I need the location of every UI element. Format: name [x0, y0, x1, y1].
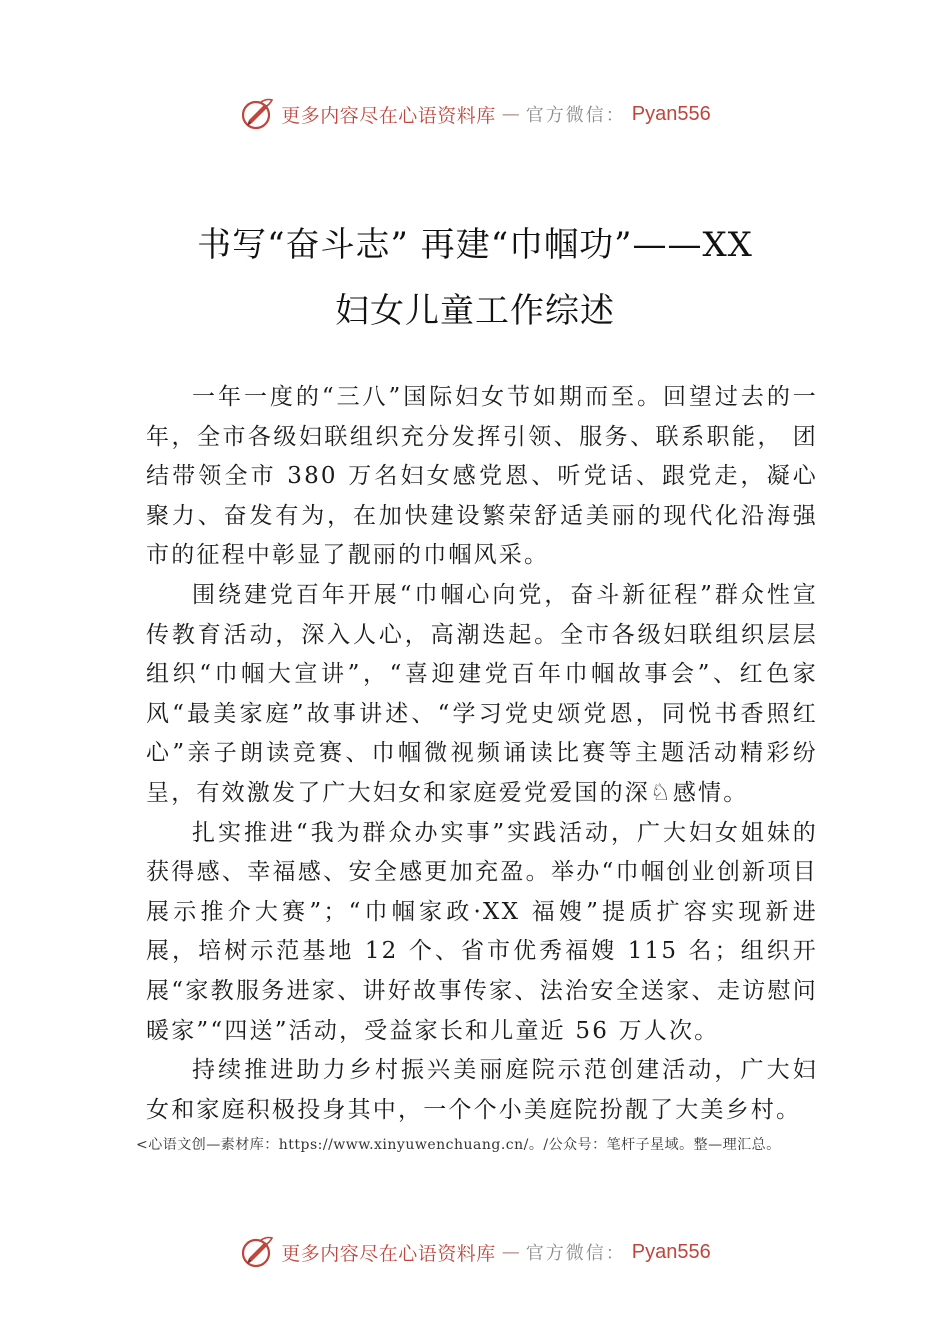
quill-pen-seal-icon — [239, 1234, 275, 1270]
banner-dash: — — [501, 103, 520, 125]
quill-pen-seal-icon — [239, 96, 275, 132]
banner-wechat-label: 官方微信： — [525, 105, 626, 126]
paragraph-2: 围绕建党百年开展“巾帼心向党，奋斗新征程”群众性宣传教育活动，深入人心，高潮迭起。全市各级妇联组织层层组织“巾帼大宣讲”，“喜迎建党百年巾帼故事会”、红色家风“最美家庭”故事讲述、“学习党史颂党恩，同悦书香照红心”亲子朗读竞赛、巾帼微视频诵读比赛等主题活动精彩纷呈，有效激发了广大妇女和家庭爱党爱国的深♘感情。 — [146, 581, 818, 806]
header-banner — [0, 94, 950, 134]
banner-wechat-id: Pyan556 — [631, 1240, 711, 1263]
banner-library-text: 更多内容尽在心语资料库 — [281, 104, 496, 127]
source-footnote: <心语文创—素材库：https://www.xinyuwenchuang.cn/。/公众号：笔杆子星域。整—理汇总。 — [136, 1137, 781, 1153]
paragraph-4: 持续推进助力乡村振兴美丽庭院示范创建活动，广大妇女和家庭积极投身其中，一个个小美庭院扮靓了大美乡村。 — [146, 1057, 818, 1123]
paragraph-3: 扎实推进“我为群众办实事”实践活动，广大妇女姐妹的获得感、幸福感、安全感更加充盈。举办“巾帼创业创新项目展示推介大赛”；“巾帼家政·XX 福嫂”提质扩容实现新进展，培树示范基地 12 个、省市优秀福嫂 115 名；组织开展“家教服务进家、讲好故事传家、法治安全送家、走访慰问暖家”“四送”活动，受益家长和儿童近 56 万人次。 — [146, 819, 818, 1044]
footer-banner — [0, 1232, 950, 1272]
banner-dash: — — [501, 1241, 520, 1263]
title-line-1: 书写“奋斗志” 再建“巾帼功”——XX — [197, 225, 753, 265]
banner-library-text: 更多内容尽在心语资料库 — [281, 1242, 496, 1265]
document-title — [110, 212, 840, 344]
paragraph-1: 一年一度的“三八”国际妇女节如期而至。回望过去的一年，全市各级妇联组织充分发挥引领、服务、联系职能， 团结带领全市 380 万名妇女感党恩、听党话、跟党走，凝心聚力、奋发有为，在加快建设繁荣舒适美丽的现代化沿海强市的征程中彰显了靓丽的巾帼风采。 — [146, 384, 818, 569]
banner-wechat-id: Pyan556 — [631, 102, 711, 125]
title-line-2: 妇女儿童工作综述 — [335, 291, 615, 331]
banner-wechat-label: 官方微信： — [525, 1243, 626, 1264]
document-body — [146, 378, 818, 1130]
